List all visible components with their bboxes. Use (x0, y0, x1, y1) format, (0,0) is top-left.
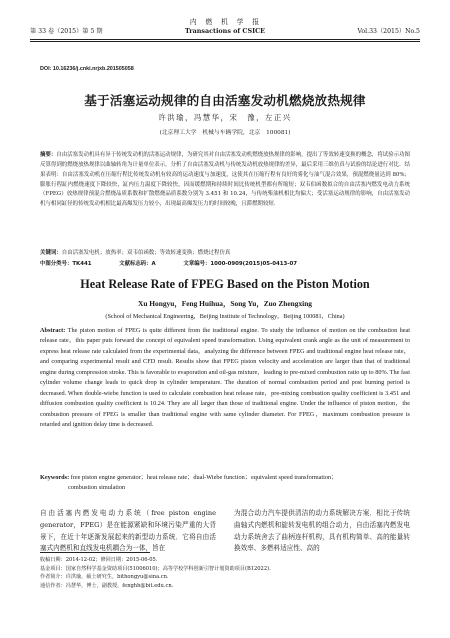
footnote-rule (40, 552, 150, 553)
authors-cn: 许洪瑜，冯慧华，宋 豫，左正兴 (158, 113, 292, 122)
abstract-en-text: The piston motion of FPEG is quite different from the traditional engine. To study the influence of motion on the combustion heat release rate，this paper puts forward the concept of equivalent speed transformation. Using equivalent crank angle as the unit of measurement to express heat release rate calculated from the experimental data，analyzing the difference between FPEG and traditional engine heat release rate，and comparing experimental result and CFD result. Results show that FPEG piston velocity and acceleration are larger than that of traditional engine during compression stroke. This is favorable to evaporation and oil-gas mixture，leading to pre-mixed combustion ratio up to 80%. The fast cylinder volume change leads to quick drop in cylinder temperature. The duration of normal combustion period and post burning period is decreased. When double-wiebe function is used to calculate combustion heat release rate，pre-mixing combustion quality coefficient is 3.451 and diffusion combustion quality coefficient is 10.24. They are all larger than those of traditional engine. Under the influence of piston motion，the combustion pressure of FPEG is smaller than traditional engine with same cylinder diameter. For FPEG，maximum combustion pressure is retarded and ignition delay time is decreased. (40, 327, 410, 429)
header-rule (30, 39, 420, 40)
running-header (30, 10, 420, 50)
journal-name-cn: 内 燃 机 学 报 (189, 18, 261, 26)
journal-name-en: Transactions of CSICE (184, 27, 266, 35)
footnote-fund: 基金项目：国家自然科学基金资助项目(51006010)；高等学校学科创新引智计划资助项目(B12022). (40, 565, 271, 572)
keywords-en-label: Keywords: (40, 474, 70, 481)
keywords-en-text: free piston engine generator；heat release rate；dual-Wiebe function；equivalent speed transformation； (69, 474, 338, 481)
abstract-en-label: Abstract: (40, 327, 66, 334)
body-column-left: 自由活塞内燃发电动力系统（free piston engine generator，FPEG）是在能源紧缺和环境污染严重的大背景下，在近十年逐渐发展起来的新型动力系统．它将自由活塞式内燃机和直线发电机耦合为一体，旨在 (40, 509, 216, 553)
paper-title-en: Heat Release Rate of FPEG Based on the Piston Motion (80, 277, 370, 291)
keywords-en (40, 473, 410, 494)
abstract-cn-label: 摘要： (40, 152, 57, 158)
keywords-cn-text: 自由活塞发电机；放热率；双韦伯函数；等效转速变换；燃烧过程仿真 (61, 250, 231, 256)
document-code: 文献标志码：A (119, 261, 156, 267)
affiliation-cn: (北京理工大学 机械与车辆学院，北京 100081) (159, 130, 291, 136)
paper-title-cn: 基于活塞运动规律的自由活塞发动机燃烧放热规律 (84, 93, 366, 108)
article-number: 文章编号：1000-0909(2015)05-0413-07 (183, 261, 298, 267)
body-column-right: 为混合动力汽车提供清洁的动力系统解决方案．相比于传统曲轴式内燃机和旋转发电机的组合动力，自由活塞内燃发电动力系统舍去了曲柄连杆机构，具有机构简单、高的能量转换效率、多燃料适应性、高的 (234, 509, 410, 553)
header-rule-thin (30, 41, 420, 42)
abstract-en (40, 326, 410, 431)
affiliation-en: (School of Mechanical Engineering，Beijing Institute of Technology，Beijing 100081，China) (105, 313, 345, 320)
body-text (40, 508, 410, 555)
footnote (40, 556, 410, 590)
keywords-cn-label: 关键词： (40, 250, 62, 256)
volume-issue-cn: 第 33 卷（2015）第 5 期 (30, 28, 103, 35)
footnote-contact: 通信作者：冯慧华，博士，副教授，fenghh@bit.edu.cn. (40, 582, 174, 589)
clc-number: 中图分类号：TK441 (40, 261, 92, 267)
abstract-cn (40, 151, 410, 210)
authors-en: Xu Hongyu，Feng Huihua，Song Yu，Zuo Zhengxing (137, 299, 312, 308)
abstract-cn-text: 自由活塞发动机具有异于传统发动机的活塞运动规律，为研究其对自由活塞发动机燃烧放热规律的影响，提出了等效转速变换的概念，将试验示功图反算得到的燃烧放热规律以曲轴转角为计量单位表示，分析了自由活塞发动机与传统发动机放热规律的差异，最后采用三维仿真与试验的结论进行对比．结果表明：自由活塞发动机在压缩行程比传统发动机有较高的运动速度与加速度，这使其在压缩行程有良好的雾化与油气混合效果，预混燃烧量达到 80%；膨胀行程缸内燃烧速度下降较快，缸内压力温度下降较快，因而缓燃期和持续时间比传统机型都有所缩短；双韦伯函数拟合的自由活塞内燃发电动力系统（FPEG）放热规律预混合燃烧品质系数和扩散燃烧品质系数分别为 3.451 和 10.24，与传统柴油机相比均偏大；受活塞运动规律的影响，自由活塞发动机与相同缸径的传统发动机相比最高爆发压力较小，出现最高爆发压力的时间较晚，且滞燃期较短． (40, 152, 410, 208)
classification-meta (40, 260, 410, 269)
volume-issue-en: Vol.33（2015）No.5 (357, 28, 420, 35)
keywords-en-text-cont: combustion simulation (68, 484, 126, 492)
keywords-cn (40, 249, 410, 259)
footnote-received: 收稿日期：2014-12-02；修回日期：2015-06-05. (40, 557, 158, 563)
footnote-author: 作者简介：许洪瑜，硕士研究生，bithongyu@sina.cn. (40, 574, 169, 581)
doi[interactable]: DOI: 10.16236/j.cnki.nrjxb.201505058 (40, 66, 134, 72)
